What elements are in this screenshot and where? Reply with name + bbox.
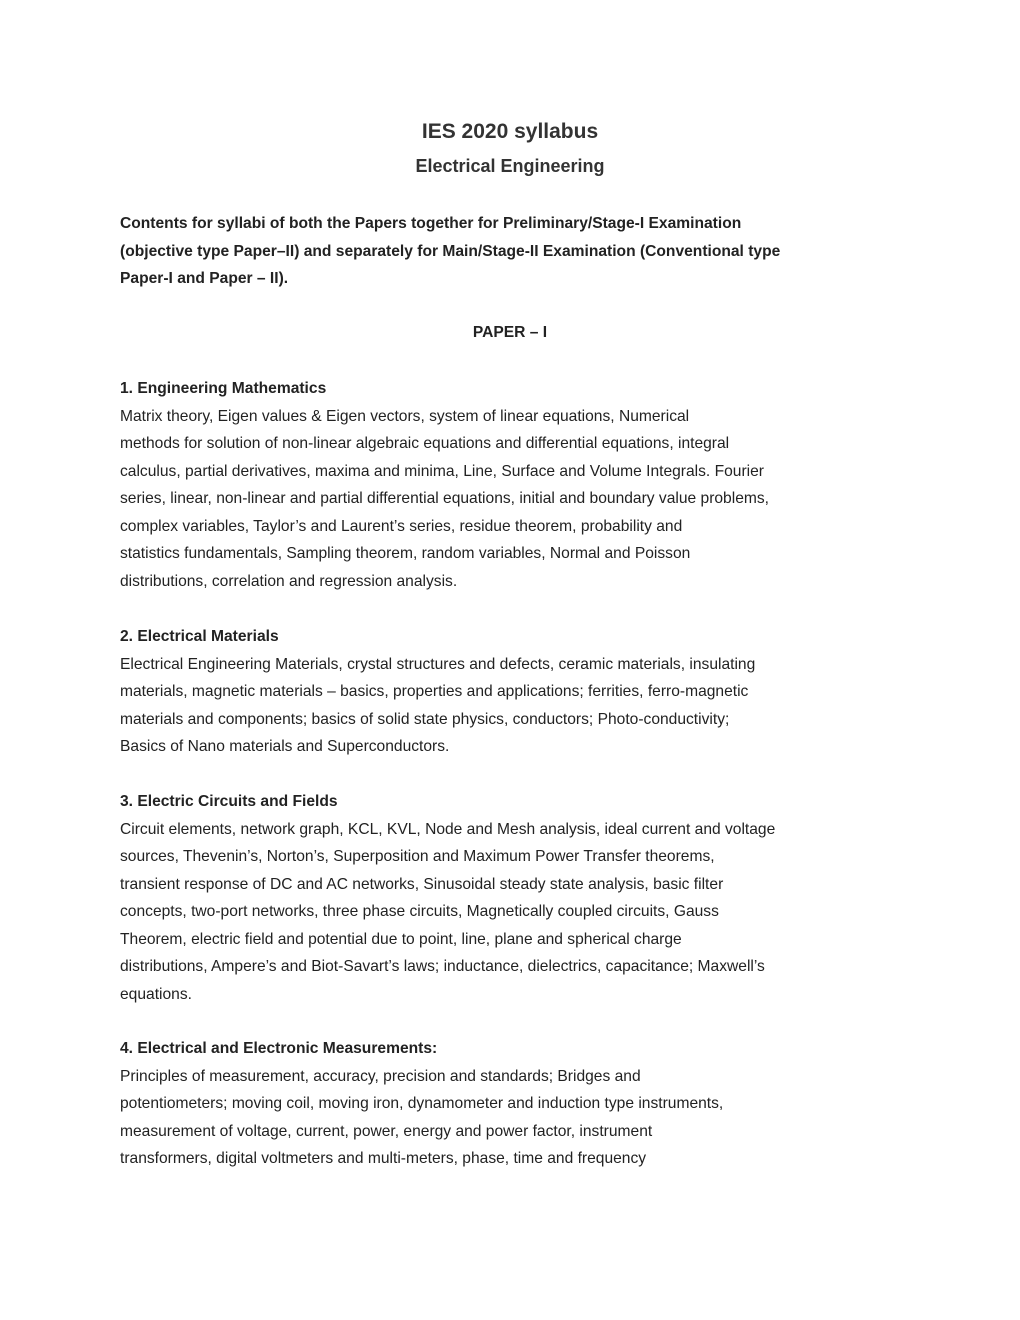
section-line: Electrical Engineering Materials, crystal structures and defects, ceramic materials, insulating — [120, 655, 756, 673]
section-line: calculus, partial derivatives, maxima and minima, Line, Surface and Volume Integrals. Fourier — [120, 462, 764, 480]
section-heading: 3. Electric Circuits and Fields — [120, 793, 338, 810]
section-line: materials, magnetic materials – basics, properties and applications; ferrities, ferro-magnetic — [120, 683, 749, 700]
section-line: distributions, Ampere’s and Biot-Savart’s laws; inductance, dielectrics, capacitance; Maxwell’s — [120, 958, 765, 975]
section-line: transient response of DC and AC networks, Sinusoidal steady state analysis, basic filter — [120, 875, 724, 893]
intro-paragraph — [120, 210, 910, 293]
section-line: Matrix theory, Eigen values & Eigen vectors, system of linear equations, Numerical — [120, 407, 690, 425]
section-line: Theorem, electric field and potential due to point, line, plane and spherical charge — [120, 930, 682, 948]
section-line: concepts, two-port networks, three phase circuits, Magnetically coupled circuits, Gauss — [120, 903, 719, 920]
document-title: IES 2020 syllabus — [421, 120, 599, 143]
section-line: potentiometers; moving coil, moving iron, dynamometer and induction type instruments, — [120, 1095, 724, 1112]
intro-line: (objective type Paper–II) and separately for Main/Stage-II Examination (Conventional type — [120, 242, 781, 260]
section-line: measurement of voltage, current, power, energy and power factor, instrument — [120, 1122, 653, 1140]
section-line: complex variables, Taylor’s and Laurent’s series, residue theorem, probability and — [120, 517, 683, 535]
section-line: equations. — [120, 985, 192, 1003]
intro-line: Contents for syllabi of both the Papers together for Preliminary/Stage-I Examination — [120, 215, 742, 232]
section-engineering-mathematics — [120, 375, 910, 595]
section-heading: 4. Electrical and Electronic Measurements: — [120, 1040, 438, 1057]
section-line: transformers, digital voltmeters and multi-meters, phase, time and frequency — [120, 1150, 647, 1167]
section-line: materials and components; basics of solid state physics, conductors; Photo-conductivity; — [120, 710, 730, 728]
section-heading: 2. Electrical Materials — [120, 628, 279, 645]
section-line: methods for solution of non-linear algebraic equations and differential equations, integral — [120, 435, 730, 452]
section-measurements — [120, 1035, 910, 1173]
paper-heading: PAPER – I — [472, 324, 548, 341]
section-electric-circuits — [120, 788, 910, 1008]
section-line: series, linear, non-linear and partial differential equations, initial and boundary value problems, — [120, 490, 769, 507]
section-heading: 1. Engineering Mathematics — [120, 380, 327, 397]
section-line: Principles of measurement, accuracy, precision and standards; Bridges and — [120, 1067, 641, 1085]
intro-line: Paper-I and Paper – II). — [120, 270, 289, 287]
section-line: Circuit elements, network graph, KCL, KVL, Node and Mesh analysis, ideal current and voltage — [120, 820, 776, 838]
section-line: Basics of Nano materials and Superconductors. — [120, 738, 450, 755]
document-subtitle: Electrical Engineering — [415, 156, 605, 176]
section-line: distributions, correlation and regression analysis. — [120, 572, 458, 590]
section-line: statistics fundamentals, Sampling theorem, random variables, Normal and Poisson — [120, 545, 691, 562]
section-electrical-materials — [120, 623, 910, 761]
section-line: sources, Thevenin’s, Norton’s, Superposition and Maximum Power Transfer theorems, — [120, 848, 715, 865]
